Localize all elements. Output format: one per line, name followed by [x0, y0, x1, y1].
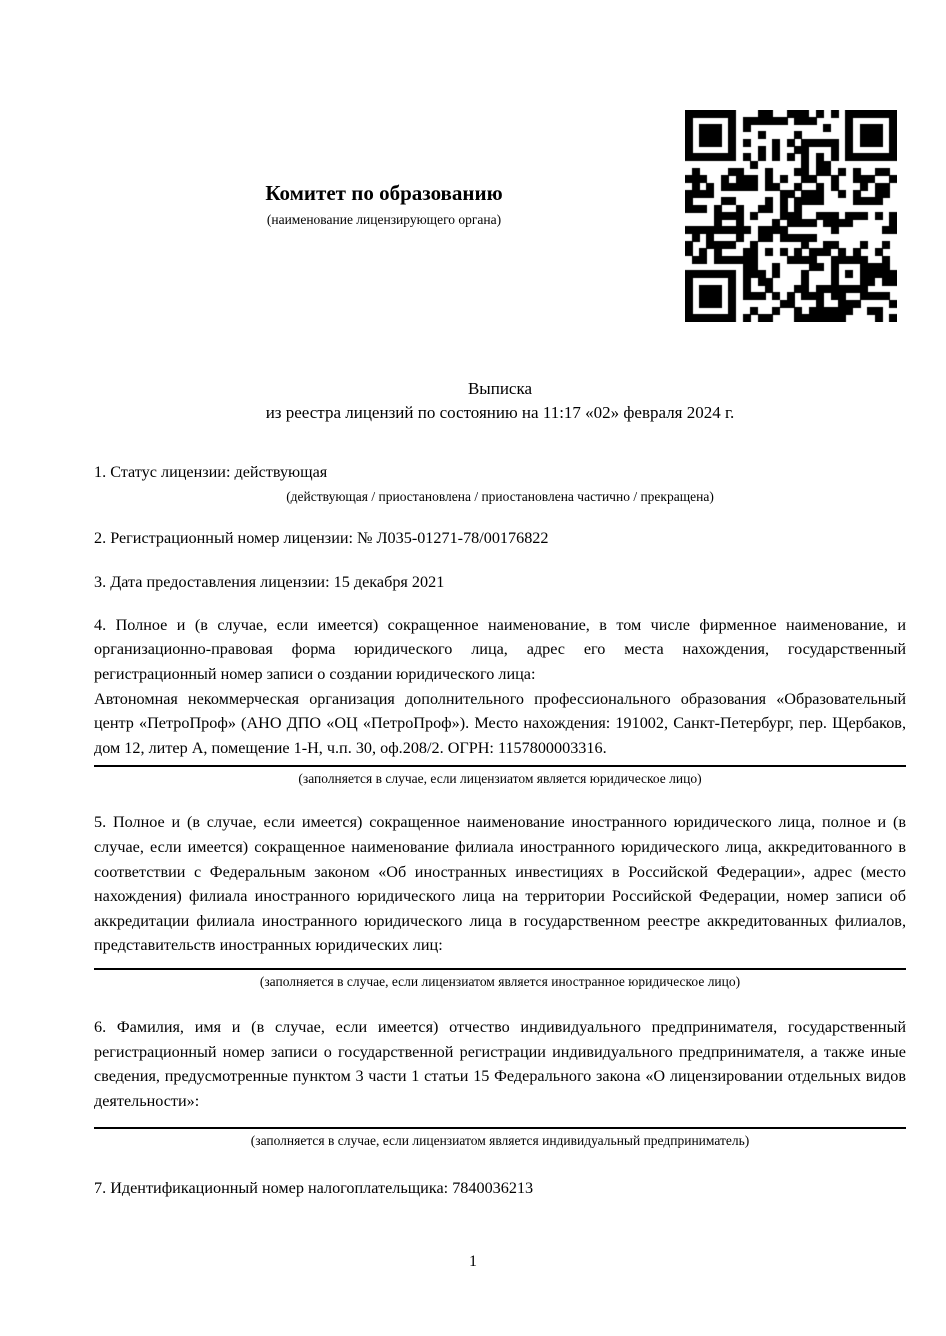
document-title-line1: Выписка [467, 379, 533, 398]
item5-foreign-entity-hint: (заполняется в случае, если лицензиатом является иностранное юридическое лицо) [259, 973, 741, 989]
item1-license-status: 1. Статус лицензии: действующая [94, 463, 328, 481]
item4-fill-line [94, 765, 906, 767]
item3-license-grant-date: 3. Дата предоставления лицензии: 15 декабря 2021 [94, 573, 445, 592]
item4-legal-entity-value: Автономная некоммерческая организация дополнительного профессионального образования «Образовательный центр «ПетроПроф» (АНО ДПО «ОЦ «ПетроПроф»). Место нахождения: 191002, Санкт-Петербург, пер. Щербаков, дом 12, литер А, помещение 1-Н, ч.п. 30, оф.208/2. ОГРН: 1157800003316. [94, 689, 906, 757]
document-body [94, 460, 906, 1201]
document-title-line2: из реестра лицензий по состоянию на 11:17 «02» февраля 2024 г. [265, 403, 735, 422]
licensing-authority-hint: (наименование лицензирующего органа) [266, 212, 502, 227]
licensing-authority-header [94, 180, 674, 228]
item4-legal-entity-intro: 4. Полное и (в случае, если имеется) сокращенное наименование, в том числе фирменное наименование, и организационно-правовая форма юридического лица, адрес его места нахождения, государственный регистрационный номер записи о создании юридического лица: [94, 615, 906, 683]
page-number: 1 [469, 1253, 477, 1270]
item6-individual-entrepreneur-hint: (заполняется в случае, если лицензиатом является индивидуальный предприниматель) [250, 1133, 750, 1149]
item5-foreign-entity-intro: 5. Полное и (в случае, если имеется) сокращенное наименование иностранного юридического лица, полное и (в случае, если имеется) сокращенное наименование филиала иностранного юридического лица, аккредитованного в соответствии с Федеральным законом «Об иностранных инвестициях в Российской Федерации», адрес (место нахождения) филиала иностранного юридического лица на территории Российской Федерации, номер записи об аккредитации филиала иностранного юридического лица в государственном реестре аккредитованных филиалов, представительств иностранных юридических лиц: [94, 813, 906, 955]
qr-code [685, 110, 897, 322]
item2-registration-number: 2. Регистрационный номер лицензии: № Л035-01271-78/00176822 [94, 528, 549, 547]
item5-fill-line [94, 968, 906, 970]
item7-taxpayer-id: 7. Идентификационный номер налогоплательщика: 7840036213 [94, 1179, 534, 1198]
item1-status-options-hint: (действующая / приостановлена / приостановлена частично / прекращена) [286, 488, 714, 504]
document-title [94, 377, 906, 425]
item6-individual-entrepreneur-intro: 6. Фамилия, имя и (в случае, если имеется) отчество индивидуального предпринимателя, государственный регистрационный номер записи о государственной регистрации индивидуального предпринимателя, а также иные сведения, предусмотренные пунктом 3 части 1 статьи 15 Федерального закона «О лицензировании отдельных видов деятельности»: [94, 1017, 906, 1110]
item6-fill-line [94, 1127, 906, 1129]
item4-legal-entity-hint: (заполняется в случае, если лицензиатом является юридическое лицо) [298, 771, 702, 787]
licensing-authority-name: Комитет по образованию [265, 181, 503, 205]
